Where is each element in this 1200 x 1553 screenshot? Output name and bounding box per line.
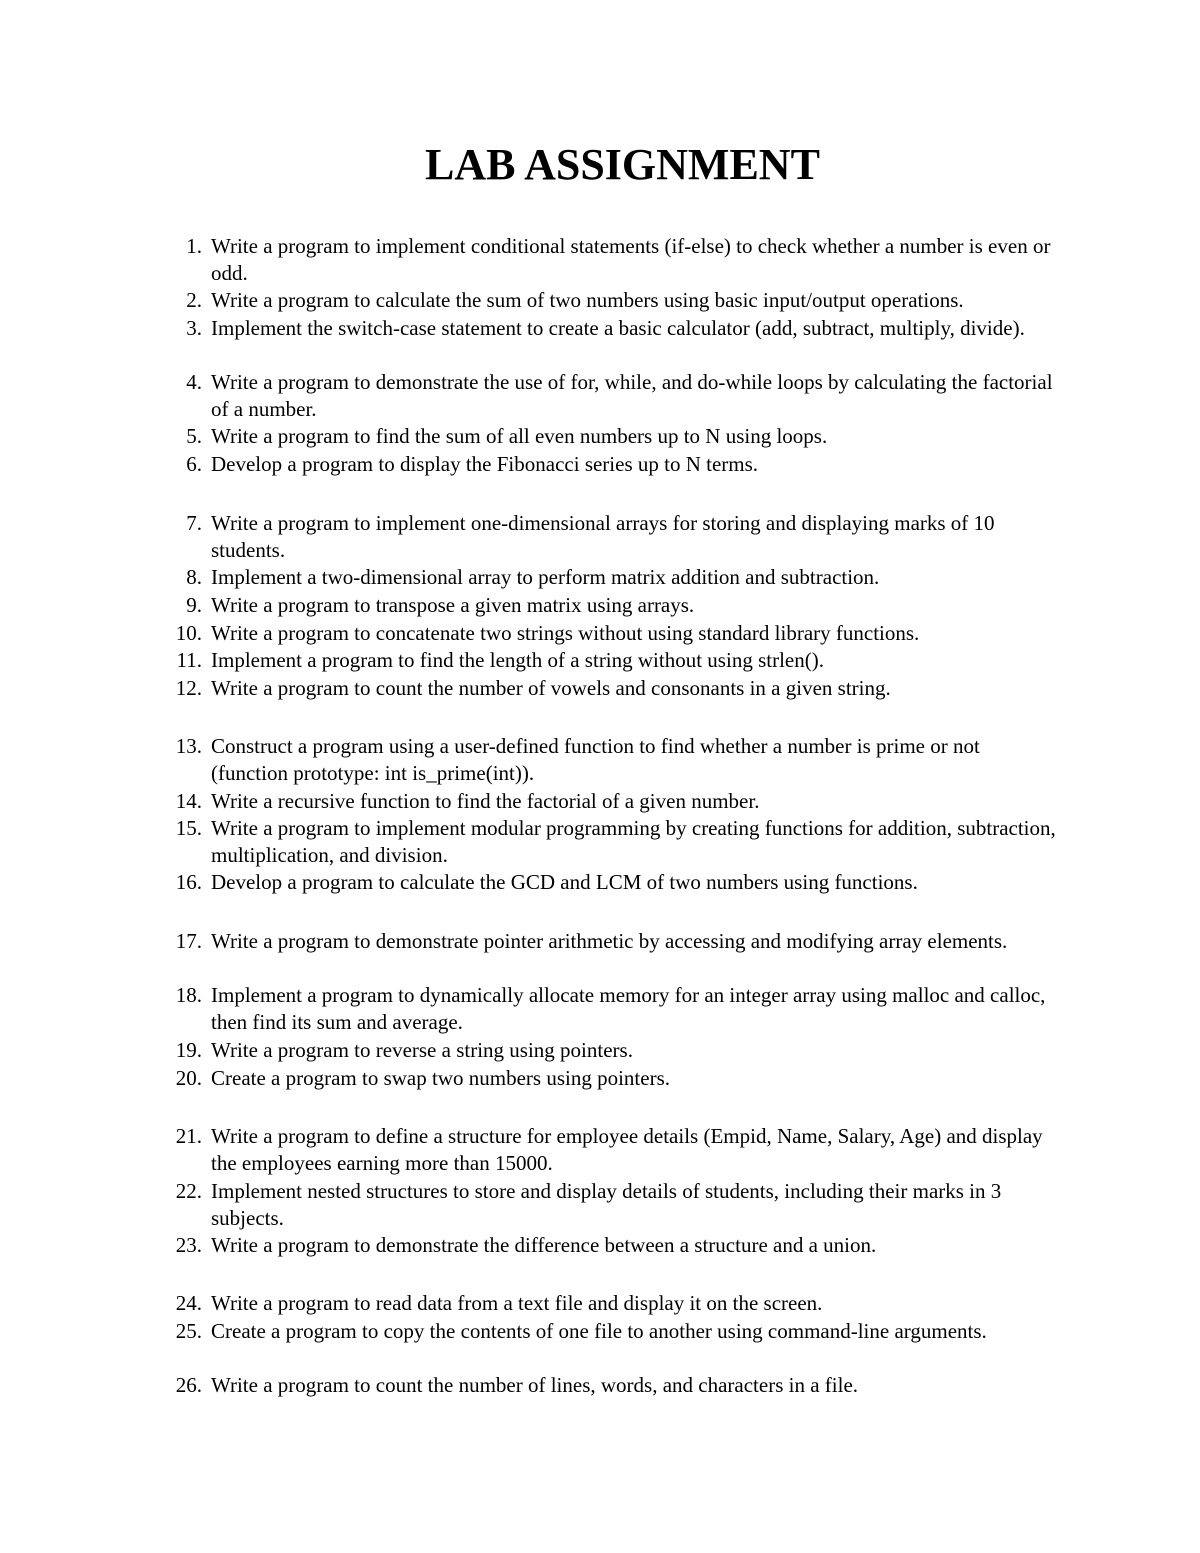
item-number: 20. [175,1066,202,1090]
item-number: 15. [175,816,202,840]
item-number: 14. [175,789,202,813]
item-text: Write a program to count the number of vowels and consonants in a given string. [211,676,891,700]
item-number: 1. [186,234,202,258]
item-number: 24. [175,1291,202,1315]
item-number: 19. [175,1038,202,1062]
item-number: 3. [186,316,202,340]
item-number: 9. [186,593,202,617]
item-text: Write a program to implement conditional statements (if-else) to check whether a number is even or odd. [211,234,1051,285]
item-text: Implement a two-dimensional array to perform matrix addition and subtraction. [211,565,880,589]
item-text: Construct a program using a user-defined function to find whether a number is prime or not (function prototype: int is_prime(int)). [211,734,980,785]
item-text: Write a program to define a structure for employee details (Empid, Name, Salary, Age) and display the employees earning more than 15000. [211,1124,1043,1175]
item-text: Write a program to demonstrate the difference between a structure and a union. [211,1233,877,1257]
item-text: Write a recursive function to find the factorial of a given number. [211,789,760,813]
item-number: 7. [186,511,202,535]
item-number: 17. [175,929,202,953]
item-text: Implement a program to find the length of a string without using strlen(). [211,648,824,672]
item-text: Write a program to implement modular programming by creating functions for addition, subtraction, multiplication, and division. [211,816,1056,867]
item-number: 21. [175,1124,202,1148]
item-text: Write a program to demonstrate the use of for, while, and do-while loops by calculating the factorial of a number. [211,370,1053,421]
item-number: 6. [186,452,202,476]
item-number: 16. [175,870,202,894]
item-text: Write a program to count the number of lines, words, and characters in a file. [211,1373,859,1397]
item-number: 10. [175,621,202,645]
item-text: Implement a program to dynamically allocate memory for an integer array using malloc and calloc, then find its sum and average. [211,983,1046,1034]
item-number: 26. [175,1373,202,1397]
item-number: 5. [186,424,202,448]
item-number: 22. [175,1179,202,1203]
item-number: 18. [175,983,202,1007]
item-text: Write a program to calculate the sum of two numbers using basic input/output operations. [211,288,964,312]
item-text: Create a program to swap two numbers using pointers. [211,1066,670,1090]
item-number: 8. [186,565,202,589]
item-number: 23. [175,1233,202,1257]
item-text: Create a program to copy the contents of one file to another using command-line arguments. [211,1319,987,1343]
item-number: 2. [186,288,202,312]
item-text: Write a program to read data from a text file and display it on the screen. [211,1291,823,1315]
item-text: Write a program to demonstrate pointer arithmetic by accessing and modifying array elements. [211,929,1008,953]
item-number: 13. [175,734,202,758]
item-text: Implement the switch-case statement to create a basic calculator (add, subtract, multiply, divide). [211,316,1025,340]
item-text: Write a program to concatenate two strings without using standard library functions. [211,621,920,645]
item-text: Implement nested structures to store and display details of students, including their marks in 3 subjects. [211,1179,1002,1230]
item-text: Write a program to implement one-dimensional arrays for storing and displaying marks of 10 students. [211,511,995,562]
item-text: Write a program to find the sum of all even numbers up to N using loops. [211,424,828,448]
item-number: 4. [186,370,202,394]
page-title: LAB ASSIGNMENT [425,140,820,189]
item-number: 11. [176,648,202,672]
item-text: Develop a program to display the Fibonacci series up to N terms. [211,452,759,476]
item-text: Develop a program to calculate the GCD and LCM of two numbers using functions. [211,870,918,894]
item-number: 25. [175,1319,202,1343]
item-text: Write a program to transpose a given matrix using arrays. [211,593,695,617]
item-text: Write a program to reverse a string using pointers. [211,1038,633,1062]
item-number: 12. [175,676,202,700]
